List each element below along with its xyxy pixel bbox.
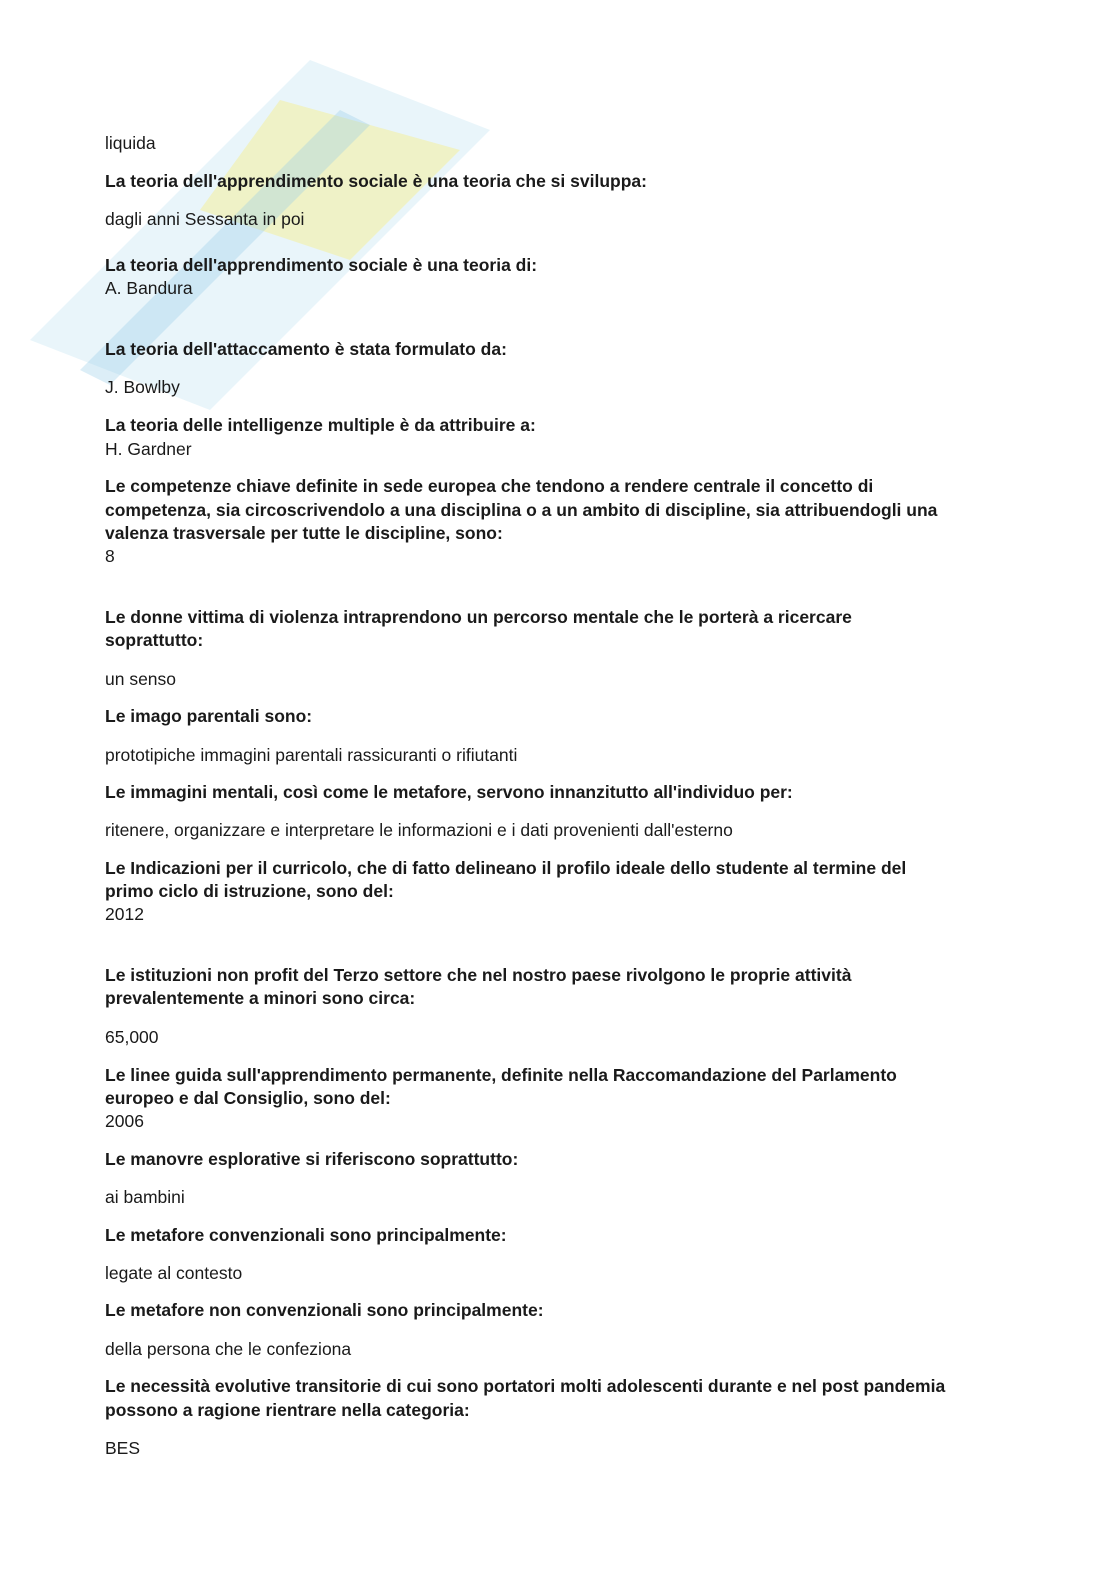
question-text: Le metafore non convenzionali sono principalmente: <box>105 1300 544 1320</box>
answer-text: dagli anni Sessanta in poi <box>105 209 305 229</box>
answer-text: 2006 <box>105 1111 144 1131</box>
answer-text: H. Gardner <box>105 439 192 459</box>
question-text: La teoria delle intelligenze multiple è da attribuire a: <box>105 415 536 435</box>
question-text: Le istituzioni non profit del Terzo settore che nel nostro paese rivolgono le proprie attività <box>105 965 852 985</box>
question-text: Le imago parentali sono: <box>105 706 313 726</box>
question-text: Le competenze chiave definite in sede europea che tendono a rendere centrale il concetto di <box>105 476 874 496</box>
answer-text: prototipiche immagini parentali rassicuranti o rifiutanti <box>105 745 518 765</box>
question-text: soprattutto: <box>105 630 204 650</box>
answer-text: ritenere, organizzare e interpretare le informazioni e i dati provenienti dall'esterno <box>105 820 733 840</box>
answer-text: liquida <box>105 133 156 153</box>
question-text: valenza trasversale per tutte le discipline, sono: <box>105 523 503 543</box>
question-text: La teoria dell'apprendimento sociale è una teoria che si sviluppa: <box>105 171 647 191</box>
question-text: Le manovre esplorative si riferiscono soprattutto: <box>105 1149 519 1169</box>
answer-text: J. Bowlby <box>105 377 180 397</box>
answer-text: ai bambini <box>105 1187 185 1207</box>
answer-text: 8 <box>105 546 115 566</box>
question-text: Le Indicazioni per il curricolo, che di fatto delineano il profilo ideale dello studente al termine del <box>105 858 907 878</box>
answer-text: legate al contesto <box>105 1263 243 1283</box>
question-text: primo ciclo di istruzione, sono del: <box>105 881 394 901</box>
question-text: La teoria dell'apprendimento sociale è una teoria di: <box>105 255 538 275</box>
question-text: Le immagini mentali, così come le metafore, servono innanzitutto all'individuo per: <box>105 782 793 802</box>
answer-text: BES <box>105 1438 141 1458</box>
question-text: Le necessità evolutive transitorie di cui sono portatori molti adolescenti durante e nel post pandemia <box>105 1376 946 1396</box>
answer-text: 2012 <box>105 904 144 924</box>
skuola-watermark-logo <box>20 40 500 460</box>
question-text: europeo e dal Consiglio, sono del: <box>105 1088 391 1108</box>
answer-text: della persona che le confeziona <box>105 1339 352 1359</box>
question-text: La teoria dell'attaccamento è stata formulato da: <box>105 339 507 359</box>
question-text: possono a ragione rientrare nella categoria: <box>105 1400 470 1420</box>
question-text: prevalentemente a minori sono circa: <box>105 988 416 1008</box>
question-text: Le donne vittima di violenza intraprendono un percorso mentale che le porterà a ricercare <box>105 607 852 627</box>
answer-text: A. Bandura <box>105 278 193 298</box>
answer-text: un senso <box>105 669 177 689</box>
answer-text: 65,000 <box>105 1027 159 1047</box>
question-text: Le linee guida sull'apprendimento permanente, definite nella Raccomandazione del Parlamento <box>105 1065 897 1085</box>
question-text: Le metafore convenzionali sono principalmente: <box>105 1225 507 1245</box>
question-text: competenza, sia circoscrivendolo a una disciplina o a un ambito di discipline, sia attribuendogli una <box>105 500 938 520</box>
